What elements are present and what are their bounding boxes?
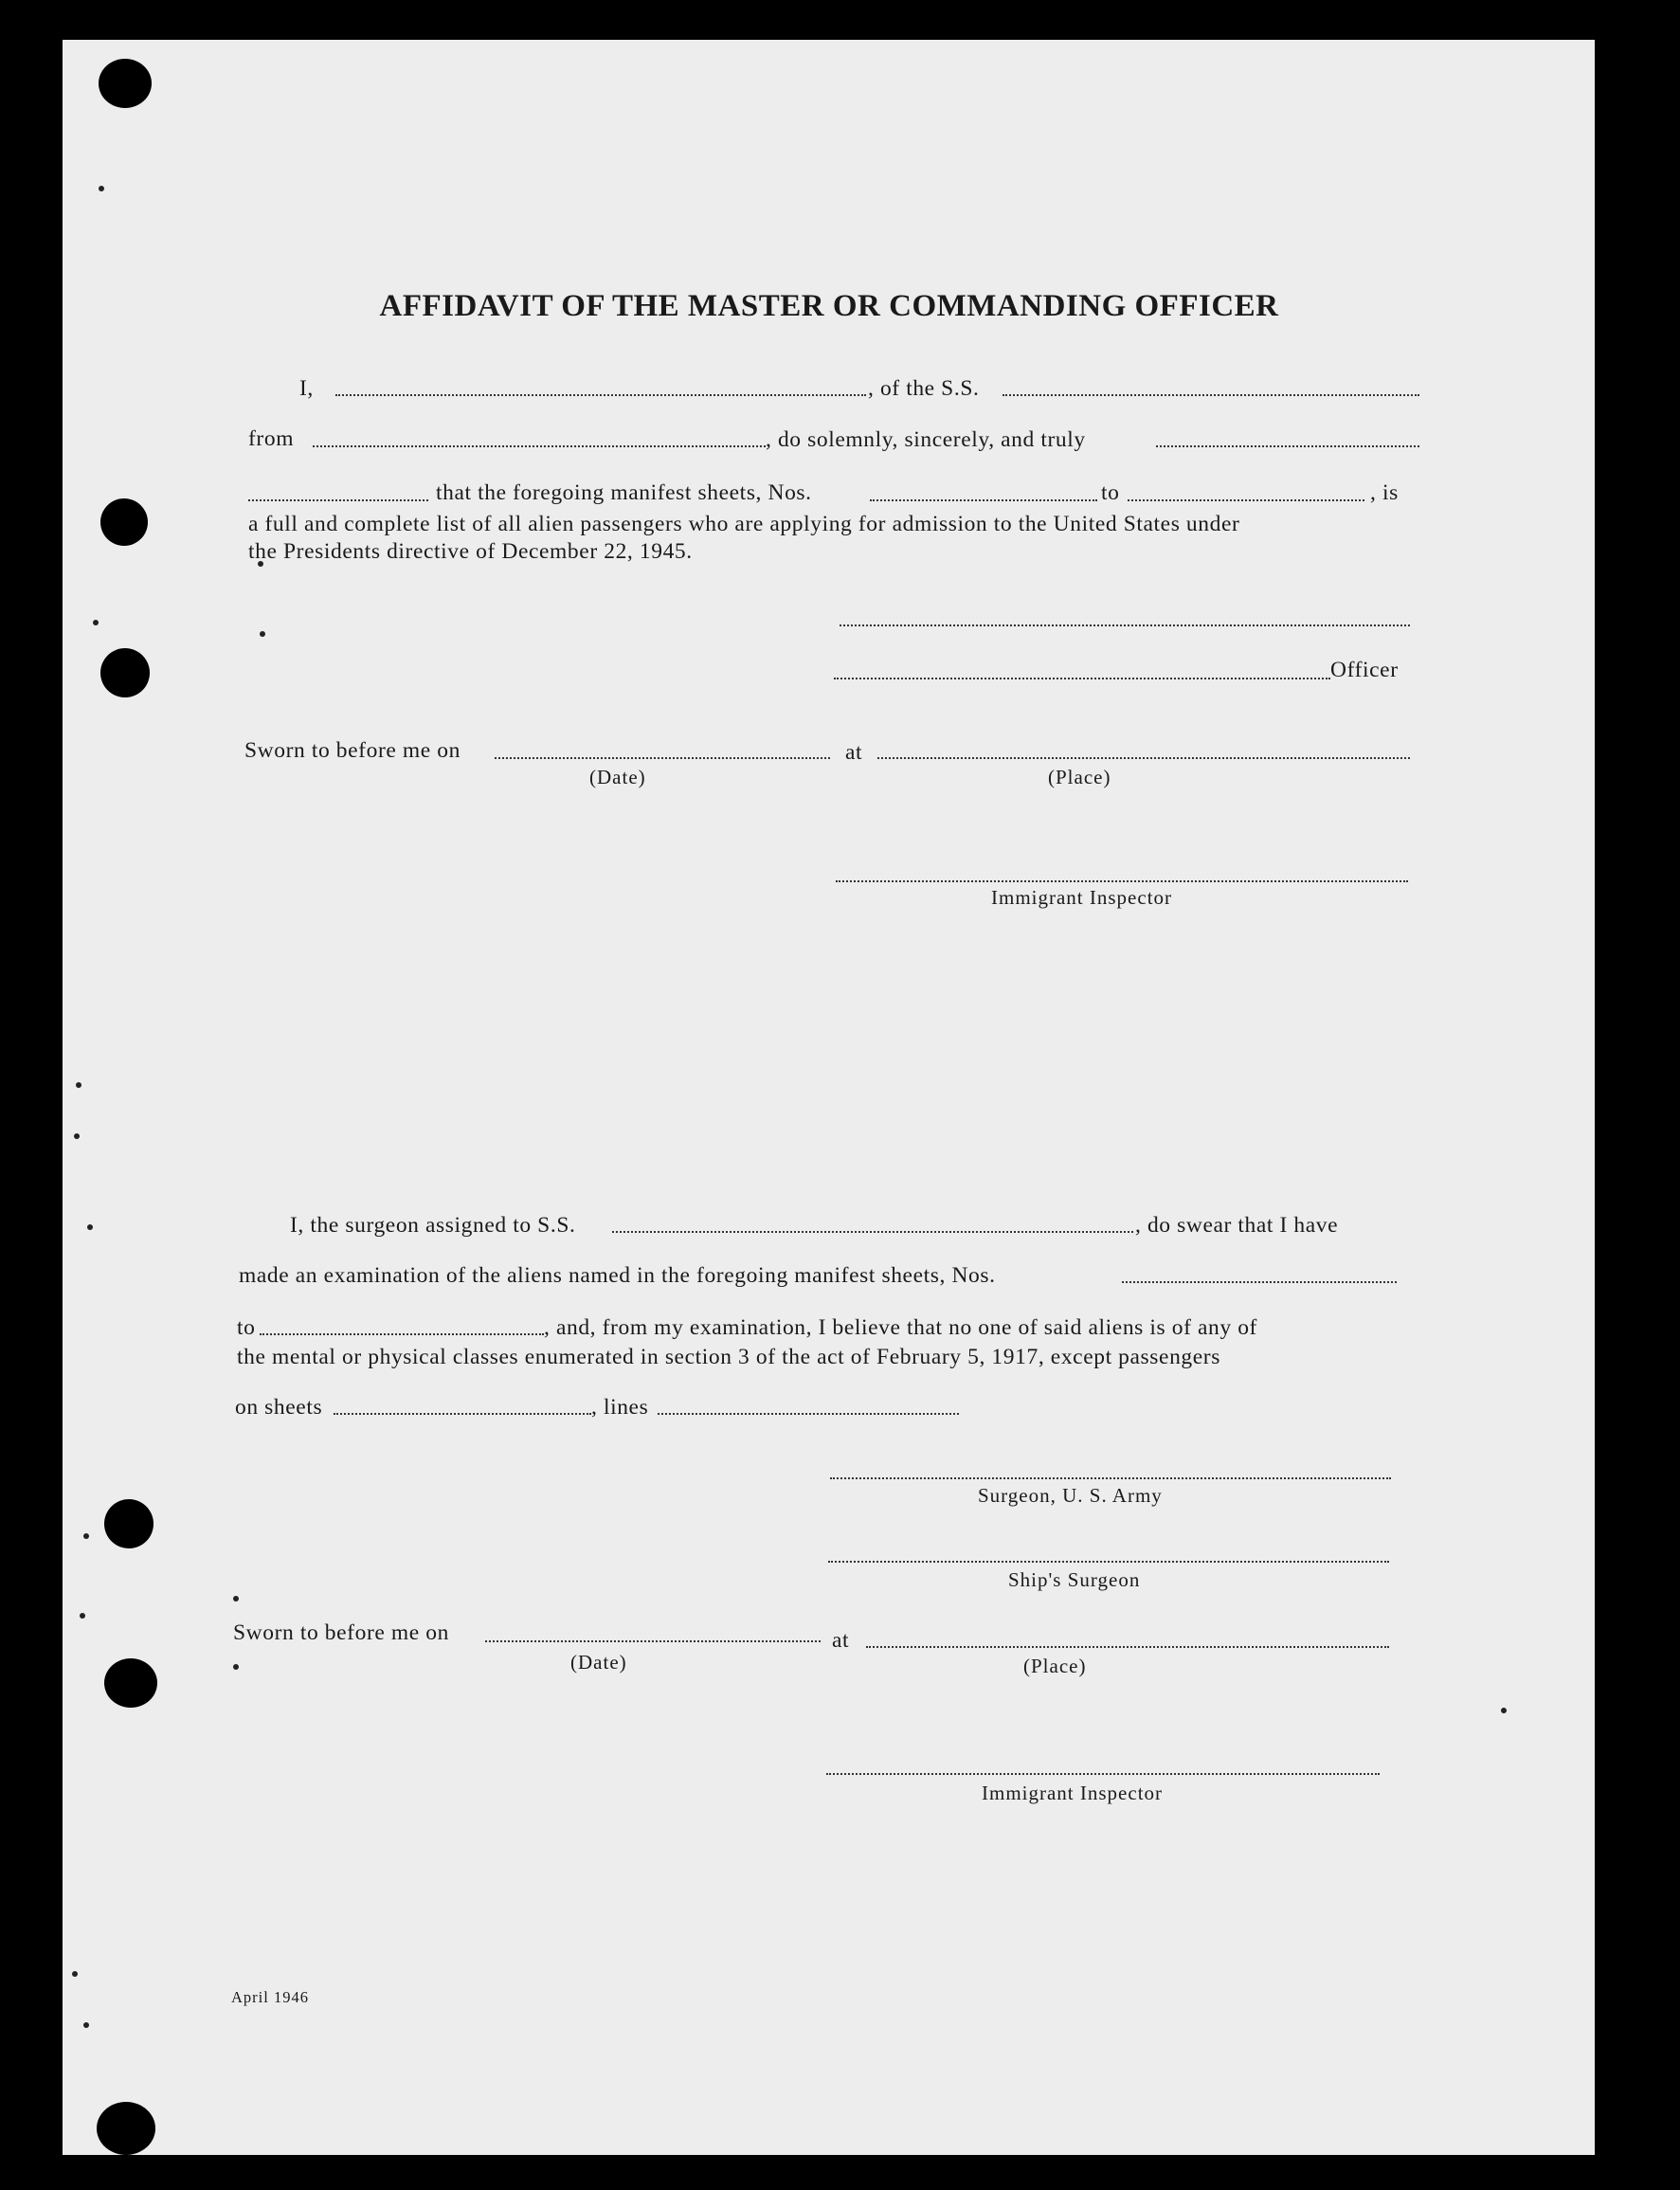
surgeon-inspector-signature-field[interactable] <box>826 1773 1380 1775</box>
form-revision-date: April 1946 <box>231 1988 309 2006</box>
exception-sheets-field[interactable] <box>334 1413 591 1415</box>
port-from-field[interactable] <box>313 445 766 447</box>
speck <box>80 1613 85 1619</box>
speck <box>260 631 265 637</box>
master-line1-start: I, <box>299 376 314 401</box>
ship-surgeon-caption: Ship's Surgeon <box>1008 1568 1141 1591</box>
punch-hole <box>99 59 152 108</box>
surgeon-date-caption: (Date) <box>570 1651 627 1674</box>
surgeon-line5-lines: , lines <box>591 1395 649 1420</box>
surgeon-line3-end: , and, from my examination, I believe that no one of said aliens is of any of <box>544 1315 1257 1340</box>
surgeon-line2: made an examination of the aliens named in the foregoing manifest sheets, Nos. <box>239 1263 996 1288</box>
master-line4: a full and complete list of all alien passengers who are applying for admission to the United States under <box>248 512 1240 536</box>
sheets-from-field[interactable] <box>870 499 1097 501</box>
master-inspector-signature-field[interactable] <box>836 880 1408 882</box>
master-line1-mid: , of the S.S. <box>868 376 980 401</box>
master-place-caption: (Place) <box>1048 766 1111 788</box>
speck <box>83 2022 89 2028</box>
master-line2-start: from <box>248 426 295 451</box>
exception-lines-field[interactable] <box>658 1413 959 1415</box>
speck <box>99 186 104 191</box>
speck <box>93 620 99 625</box>
form-title: AFFIDAVIT OF THE MASTER OR COMMANDING OFFICER <box>379 289 1279 323</box>
master-line2-mid: , do solemnly, sincerely, and truly <box>766 427 1086 452</box>
surgeon-place-caption: (Place) <box>1023 1655 1087 1677</box>
army-surgeon-signature-field[interactable] <box>830 1477 1391 1479</box>
surgeon-sworn-date-field[interactable] <box>485 1640 821 1642</box>
surgeon-sworn-place-field[interactable] <box>866 1646 1389 1648</box>
punch-hole <box>104 1499 154 1548</box>
surgeon-line1-start: I, the surgeon assigned to S.S. <box>290 1213 576 1238</box>
surgeon-sworn-label: Sworn to before me on <box>233 1620 449 1645</box>
punch-hole <box>100 648 150 697</box>
master-at-label: at <box>845 740 863 765</box>
speck <box>83 1533 89 1539</box>
surgeon-line1-end: , do swear that I have <box>1135 1213 1339 1238</box>
document-page <box>63 40 1595 2155</box>
speck <box>1501 1708 1507 1713</box>
surgeon-ship-field[interactable] <box>612 1231 1133 1233</box>
officer-signature-field[interactable] <box>840 624 1410 626</box>
surgeon-line5-start: on sheets <box>235 1395 323 1420</box>
master-sworn-place-field[interactable] <box>877 757 1410 759</box>
army-surgeon-caption: Surgeon, U. S. Army <box>978 1484 1163 1507</box>
speck <box>233 1664 239 1670</box>
master-line3-to: to <box>1101 480 1120 505</box>
master-inspector-caption: Immigrant Inspector <box>991 886 1173 909</box>
surgeon-at-label: at <box>832 1628 850 1653</box>
speck <box>74 1133 80 1139</box>
master-sworn-label: Sworn to before me on <box>244 738 461 763</box>
punch-hole <box>100 498 148 546</box>
master-line3-end: , is <box>1370 480 1399 505</box>
speck <box>76 1082 81 1088</box>
master-name-field[interactable] <box>335 394 866 396</box>
oath-field[interactable] <box>248 499 428 501</box>
master-line3-start: that the foregoing manifest sheets, Nos. <box>436 480 812 505</box>
speck <box>87 1224 93 1230</box>
ship-name-field[interactable] <box>1003 394 1419 396</box>
officer-label: Officer <box>1330 658 1399 682</box>
master-date-caption: (Date) <box>589 766 646 788</box>
surgeon-inspector-caption: Immigrant Inspector <box>982 1782 1164 1804</box>
master-sworn-date-field[interactable] <box>495 757 830 759</box>
surgeon-sheets-from-field[interactable] <box>1122 1281 1397 1283</box>
master-line5: the Presidents directive of December 22, 1945. <box>248 539 693 564</box>
swear-field[interactable] <box>1156 445 1419 447</box>
sheets-to-field[interactable] <box>1128 499 1364 501</box>
punch-hole <box>97 2102 155 2155</box>
speck <box>72 1971 78 1977</box>
speck <box>233 1596 239 1602</box>
ship-surgeon-signature-field[interactable] <box>828 1561 1389 1563</box>
punch-hole <box>104 1658 157 1708</box>
officer-title-field[interactable] <box>834 678 1330 679</box>
surgeon-line4: the mental or physical classes enumerated in section 3 of the act of February 5, 1917, except passengers <box>237 1345 1220 1369</box>
surgeon-line3-start: to <box>237 1315 256 1340</box>
surgeon-sheets-to-field[interactable] <box>260 1333 544 1335</box>
